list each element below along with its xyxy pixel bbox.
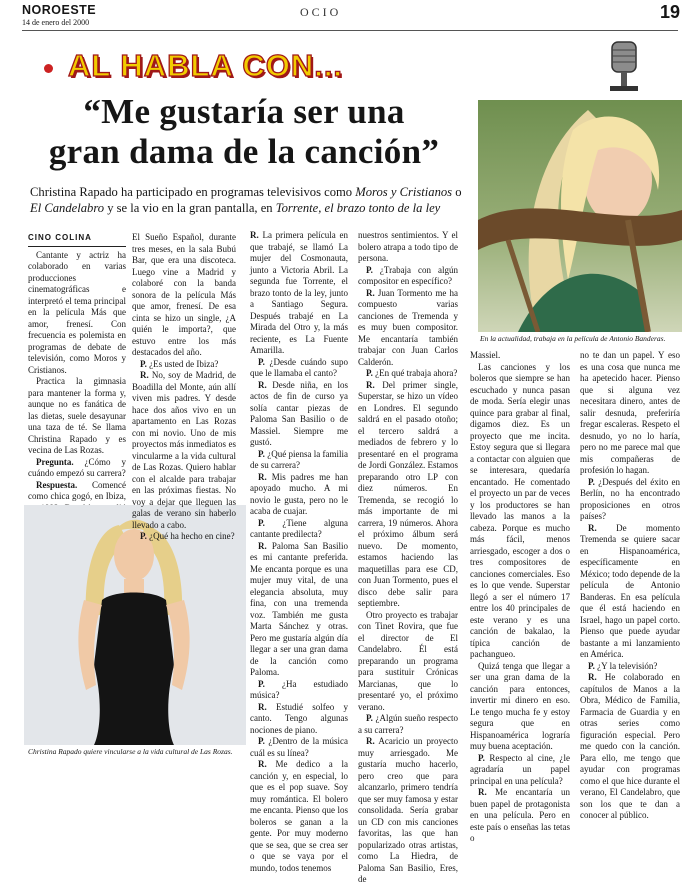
paragraph: Practica la gimnasia para mantener la forma y, aunque no es fanática de las dietas, suele desayunar una taza de té. Se llama Christina Rapado y es vecina de Las Rozas. (28, 376, 126, 455)
qa-label: R. (258, 701, 267, 712)
qa-label: R. (258, 471, 267, 482)
answer: R. Del primer single, Superstar, se hizo un vídeo en Londres. El segundo saldrá en el pasado otoño; el tercero saldrá a mediados de febrero y lo presentaré en el programa de Jordi González. Estamos preparando otro LP con diez números. En Tremenda, se recogió lo más importante de mi carrera, 19 números. Ahora el próximo álbum será nuevo. De momento, estamos haciendo las maquetillas para ese CD, con Juan Tormento, pues el disco debe salir para septiembre. (358, 379, 458, 608)
answer: R. Paloma San Basilio es mi cantante preferida. Me encanta porque es una mujer muy vital, de una elegancia absoluta, muy fina, con una tremenda voz. También me gusta Marta Sánchez y otras. Pero me gustaría algún día llegar a ser una gran dama de la canción como Paloma. (250, 540, 348, 677)
deck-segment: y se la vio en la gran pantalla, en (104, 200, 276, 215)
qa-label: P. (478, 752, 485, 763)
question: P. ¿Trabaja con algún compositor en específico? (358, 264, 458, 286)
answer: R. Desde niña, en los actos de fin de curso ya solía cantar piezas de Paloma San Basilio o de Massiel. Siempre me gustó. (250, 379, 348, 447)
article-deck (30, 185, 470, 216)
qa-label: P. (140, 358, 147, 369)
question: P. ¿Dentro de la música cuál es su línea? (250, 736, 348, 758)
banner-dot-icon (44, 64, 53, 73)
paragraph: Otro proyecto es trabajar con Tinet Rovira, que fue el director de El Candelabro. Él está preparando un programa para sustituir Crónicas Marcianas, que lo presentaré yo, el próximo verano. (358, 609, 458, 712)
caption-bottom: Christina Rapado quiere vincularse a la vida cultural de Las Rozas. (28, 747, 233, 756)
photo-top (478, 100, 682, 332)
paragraph: Pregunta. ¿Cómo y cuándo empezó su carrera? (28, 456, 126, 478)
qa-label: P. (258, 448, 265, 459)
answer: R. Mis padres me han apoyado mucho. A mi novio le gusta, pero no le acaba de cuajar. (250, 471, 348, 516)
deck-segment: o (452, 185, 462, 199)
column-2 (132, 232, 236, 543)
question: P. ¿Es usted de Ibiza? (140, 358, 219, 369)
column-3 (250, 230, 348, 874)
column-4 (358, 230, 458, 886)
answer: R. No, soy de Madrid, de Boadilla del Monte, aún allí viven mis padres. Y desde hace dos años vivo en un apartamento en Las Rozas con mi novio. Uno de mis proyectos más inmediatos es vincularme a la vida cultural de Las Rozas. Quiero hablar con el alcalde para trabajar en las próximas fiestas. No voy a dejar que lleguen las galas de verano sin haberlo llevado a cabo. (132, 370, 236, 530)
qa-label: Pregunta. (36, 456, 74, 467)
column-6 (580, 350, 680, 822)
section-name: OCIO (300, 5, 342, 19)
headline-line-2: gran dama de la canción” (48, 132, 440, 171)
masthead (22, 3, 172, 27)
question: P. ¿Qué piensa la familia de su carrera? (250, 448, 348, 470)
qa-label: R. (258, 379, 267, 390)
qa-label: P. (366, 713, 373, 723)
caption-top: En la actualidad, trabaja en la película de Antonio Banderas. (480, 334, 666, 343)
qa-label: P. (588, 660, 595, 671)
column-5 (470, 350, 570, 845)
question: P. ¿Ha estudiado música? (250, 678, 348, 700)
qa-label: Respuesta. (36, 479, 78, 490)
question: P. ¿Qué ha hecho en cine? (140, 531, 235, 541)
paragraph: Respuesta. Comencé como chica gogó, en Ibiza, (28, 479, 126, 501)
qa-label: R. (366, 379, 375, 390)
qa-label: P. (258, 736, 265, 746)
paragraph: no te dan un papel. Y eso es una cosa que nunca me ha apetecido hacer. Pienso que si alguna vez necesitara dinero, antes de salir desnuda, preferiría fregar escaleras. Respeto el desnudo, yo no lo haría, pero no me parece mal que mis compañeras de profesión lo hagan. (580, 350, 680, 475)
answer: R. Estudié solfeo y canto. Tengo algunas nociones de piano. (250, 701, 348, 735)
qa-label: P. (140, 531, 147, 541)
newspaper-name: NOROESTE (22, 3, 97, 17)
answer: R. Acaricio un proyecto muy arriesgado. Me gustaría mucho hacerlo, pero creo que para alcanzarlo, primero tendría que ser muy famosa y estar consolidada. Sería grabar un CD con mis canciones favoritas, las que han popularizado otras artistas, como La Hiedra, de Paloma San Basilio, Eres, de (358, 736, 458, 884)
headline-line-1: “Me gustaría ser una (83, 92, 405, 131)
qa-label: R. (250, 230, 259, 240)
qa-label: P. (366, 264, 373, 275)
woman-portrait-image (478, 100, 682, 332)
deck-segment: Torrente, el brazo tonto de la ley (275, 200, 441, 215)
question: P. ¿Y la televisión? (588, 660, 658, 671)
section-banner (40, 44, 620, 90)
question: P. ¿Después del éxito en Berlín, no ha encontrado proposiciones en otros países? (580, 476, 680, 521)
answer: R. La primera película en que trabajé, se llamó La mujer del Cosmonauta, junto a Victoria Abril. La segunda fue Torrente, el brazo tonto de la ley, junto a Santiago Segura. Después trabajé en La Mirada del Otro y, la más reciente, es La Fuente Amarilla. (250, 230, 348, 355)
question: P. ¿Algún sueño respecto a su carrera? (358, 713, 458, 735)
paragraph: Las canciones y los boleros que siempre se han escuchado y nunca pasan de moda. Sería elegir unas quince para grabar al final, digamos diez. Es un proyecto que me incita. Estoy segura que si llegara a contactar con alguien que se interesara, quedaría encantado. He comentado el proyecto un par de veces y los productores se han llevado las manos a la cabeza. Porque es mucho más fácil, menos arriesgado, escoger a dos o tres compositores de canciones comerciales. Eso es lo que vende. Superstar llegó a ser el número 17 entre los 40 principales de este verano y es una canción de bakalao, la típica canción de pachangueo. (470, 361, 570, 659)
paragraph: Quizá tenga que llegar a ser una gran dama de la canción para entonces, invertir mi dinero en eso. Le tengo mucha fe y estoy segura que en Hispanoamérica lograría muy buena aceptación. (470, 660, 570, 751)
paragraph: nuestros sentimientos. Y el bolero atrapa a todo tipo de persona. (358, 230, 458, 263)
deck-segment: El Candelabro (30, 200, 105, 215)
qa-label: P. (258, 356, 265, 367)
paragraph: Cantante y actriz ha colaborado en varias producciones cinematográficas e interpretó el tema principal en la película Más que amor, frenesí. Con frecuencia es polemista en programas de debate de televisión, como Moros y Cristianos. (28, 249, 126, 375)
qa-label: P. (258, 678, 265, 689)
qa-label: R. (140, 370, 149, 380)
qa-label: P. (258, 517, 265, 528)
answer: R. Me dedico a la canción y, en especial, lo que es el pop suave. Soy muy romántica. El bolero me encanta. Pienso que los boleros se ganan a la gente. Por muy moderno que se sea, que se crea ser o que se vaya por el mundo, todos tenemos (250, 759, 348, 873)
banner-title: AL HABLA CON... (68, 48, 344, 83)
qa-label: P. (366, 368, 373, 378)
question: P. ¿Desde cuándo supo que le llamaba el canto? (250, 356, 348, 378)
qa-label: P. (588, 476, 595, 487)
header-rule (22, 30, 678, 31)
qa-label: R. (258, 759, 267, 769)
paragraph: Massiel. (470, 350, 501, 360)
answer: R. Juan Tormento me ha compuesto varias canciones de Tremenda y es muy buen compositor. Me encantaría también trabajar con Juan Carlos Calderón. (358, 287, 458, 367)
question: P. ¿En qué trabaja ahora? (366, 368, 458, 378)
answer: R. Me encantaría un buen papel de protagonista en una película. Pero en este país o enseñas las tetas o (470, 787, 570, 843)
qa-label: R. (588, 522, 597, 533)
deck-segment: Moros y Cristianos (355, 185, 453, 199)
qa-label: R. (258, 540, 267, 551)
qa-label: R. (366, 287, 375, 298)
question: P. ¿Tiene alguna cantante predilecta? (250, 517, 348, 539)
deck-segment: Christina Rapado ha participado en programas televisivos como (30, 185, 356, 199)
qa-label: R. (366, 736, 375, 746)
qa-label: R. (588, 672, 597, 682)
page-number: 19 (660, 2, 681, 22)
paragraph: El Sueño Español, durante tres meses, en la sala Bubú Bar, que era una discoteca. Luego vine a Madrid y colaboré con la banda sonora de la película Más que amor, frenesí. De esa cinta se hizo un single, ¿A quién le importa?, que estuvo entre los más destacados del año. (132, 232, 236, 357)
question: P. Respecto al cine, ¿le agradaría un papel principal en una película? (470, 752, 570, 786)
answer: R. He colaborado en capítulos de Manos a la Obra, Médico de Familia, Farmacia de Guardia y en otras series como figuración especial. Pero me quedo con la canción. Para ello, me tengo que ayudar con programas como el que hice durante el verano, El Candelabro, que son los que te dan a conocer al público. (580, 672, 680, 820)
headline (24, 92, 464, 172)
microphone-icon (598, 38, 650, 98)
qa-label: R. (478, 787, 487, 797)
issue-date: 14 de enero del 2000 (22, 18, 90, 27)
author-byline: CINO COLINA (28, 232, 126, 247)
answer: R. De momento Tremenda se quiere sacar en Hispanoamérica, específicamente en México; todo depende de la película de Antonio Banderas. En esa película que él está haciendo en Israel, hago un papel corto. Pienso que puede ayudar bastante a mi lanzamiento en América. (580, 522, 680, 659)
